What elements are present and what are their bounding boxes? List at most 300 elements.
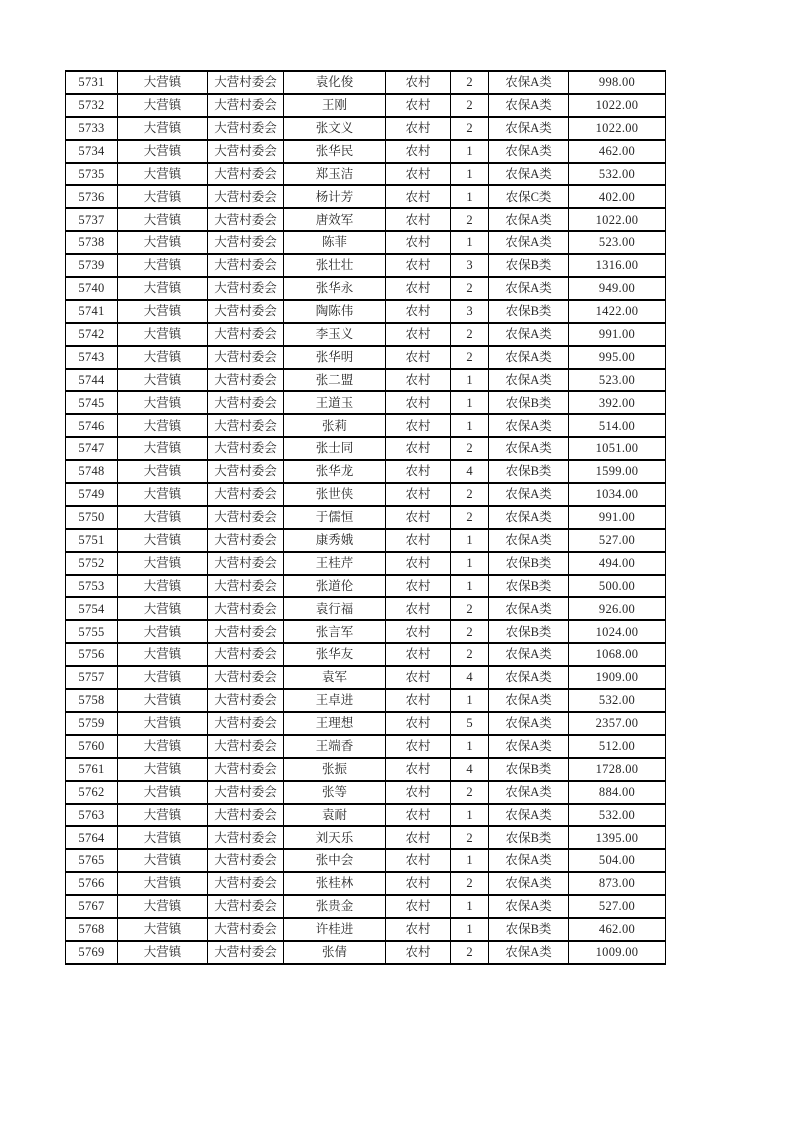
cell-person-count: 1	[451, 552, 489, 575]
cell-name: 王桂芹	[284, 552, 386, 575]
table-row	[66, 597, 666, 620]
cell-household-type: 农村	[386, 300, 451, 323]
cell-insurance-category: 农保A类	[489, 849, 569, 872]
cell-town: 大营镇	[118, 826, 208, 849]
cell-village-committee: 大营村委会	[208, 437, 284, 460]
cell-household-type: 农村	[386, 185, 451, 208]
cell-village-committee: 大营村委会	[208, 414, 284, 437]
cell-person-count: 2	[451, 71, 489, 94]
cell-town: 大营镇	[118, 231, 208, 254]
cell-insurance-category: 农保A类	[489, 872, 569, 895]
cell-insurance-category: 农保A类	[489, 71, 569, 94]
cell-amount: 884.00	[569, 781, 666, 804]
cell-amount: 949.00	[569, 277, 666, 300]
cell-name: 张二盟	[284, 369, 386, 392]
cell-town: 大营镇	[118, 140, 208, 163]
cell-name: 康秀娥	[284, 529, 386, 552]
cell-person-count: 2	[451, 94, 489, 117]
cell-amount: 998.00	[569, 71, 666, 94]
cell-household-type: 农村	[386, 620, 451, 643]
table-row	[66, 254, 666, 277]
cell-person-count: 1	[451, 391, 489, 414]
table-row	[66, 483, 666, 506]
cell-amount: 1395.00	[569, 826, 666, 849]
cell-name: 张华明	[284, 346, 386, 369]
cell-town: 大营镇	[118, 552, 208, 575]
cell-serial-no: 5733	[66, 117, 118, 140]
cell-household-type: 农村	[386, 552, 451, 575]
cell-person-count: 1	[451, 575, 489, 598]
cell-serial-no: 5759	[66, 712, 118, 735]
cell-person-count: 2	[451, 323, 489, 346]
table-row	[66, 712, 666, 735]
table-row	[66, 117, 666, 140]
cell-serial-no: 5761	[66, 758, 118, 781]
cell-serial-no: 5736	[66, 185, 118, 208]
table-row	[66, 460, 666, 483]
cell-name: 唐效军	[284, 208, 386, 231]
cell-town: 大营镇	[118, 781, 208, 804]
cell-serial-no: 5744	[66, 369, 118, 392]
cell-serial-no: 5732	[66, 94, 118, 117]
cell-name: 张倩	[284, 941, 386, 964]
cell-serial-no: 5752	[66, 552, 118, 575]
cell-name: 许桂进	[284, 918, 386, 941]
cell-village-committee: 大营村委会	[208, 346, 284, 369]
cell-household-type: 农村	[386, 369, 451, 392]
cell-insurance-category: 农保A类	[489, 414, 569, 437]
cell-town: 大营镇	[118, 208, 208, 231]
cell-insurance-category: 农保B类	[489, 575, 569, 598]
cell-amount: 995.00	[569, 346, 666, 369]
cell-amount: 532.00	[569, 804, 666, 827]
cell-person-count: 4	[451, 666, 489, 689]
cell-amount: 1599.00	[569, 460, 666, 483]
cell-person-count: 1	[451, 369, 489, 392]
cell-serial-no: 5753	[66, 575, 118, 598]
cell-name: 张莉	[284, 414, 386, 437]
cell-person-count: 2	[451, 277, 489, 300]
cell-town: 大营镇	[118, 643, 208, 666]
cell-town: 大营镇	[118, 849, 208, 872]
cell-amount: 523.00	[569, 231, 666, 254]
table-row	[66, 391, 666, 414]
table-row	[66, 941, 666, 964]
cell-amount: 532.00	[569, 163, 666, 186]
cell-town: 大营镇	[118, 277, 208, 300]
cell-amount: 532.00	[569, 689, 666, 712]
cell-town: 大营镇	[118, 620, 208, 643]
cell-insurance-category: 农保A类	[489, 117, 569, 140]
cell-name: 张贵金	[284, 895, 386, 918]
cell-serial-no: 5746	[66, 414, 118, 437]
cell-insurance-category: 农保B类	[489, 826, 569, 849]
cell-person-count: 2	[451, 781, 489, 804]
cell-household-type: 农村	[386, 117, 451, 140]
cell-amount: 462.00	[569, 140, 666, 163]
cell-village-committee: 大营村委会	[208, 575, 284, 598]
cell-amount: 2357.00	[569, 712, 666, 735]
cell-town: 大营镇	[118, 391, 208, 414]
cell-household-type: 农村	[386, 140, 451, 163]
cell-village-committee: 大营村委会	[208, 277, 284, 300]
cell-amount: 1728.00	[569, 758, 666, 781]
cell-household-type: 农村	[386, 872, 451, 895]
cell-insurance-category: 农保B类	[489, 758, 569, 781]
cell-serial-no: 5766	[66, 872, 118, 895]
table-row	[66, 323, 666, 346]
cell-village-committee: 大营村委会	[208, 460, 284, 483]
cell-person-count: 5	[451, 712, 489, 735]
table-row	[66, 643, 666, 666]
table-row	[66, 231, 666, 254]
cell-serial-no: 5767	[66, 895, 118, 918]
cell-serial-no: 5768	[66, 918, 118, 941]
cell-town: 大营镇	[118, 460, 208, 483]
cell-village-committee: 大营村委会	[208, 643, 284, 666]
cell-amount: 504.00	[569, 849, 666, 872]
cell-insurance-category: 农保A类	[489, 941, 569, 964]
cell-town: 大营镇	[118, 529, 208, 552]
cell-village-committee: 大营村委会	[208, 140, 284, 163]
cell-serial-no: 5743	[66, 346, 118, 369]
cell-household-type: 农村	[386, 529, 451, 552]
cell-household-type: 农村	[386, 918, 451, 941]
cell-name: 张言军	[284, 620, 386, 643]
cell-serial-no: 5763	[66, 804, 118, 827]
cell-household-type: 农村	[386, 804, 451, 827]
cell-household-type: 农村	[386, 163, 451, 186]
cell-serial-no: 5748	[66, 460, 118, 483]
cell-insurance-category: 农保A类	[489, 346, 569, 369]
table-row	[66, 529, 666, 552]
cell-person-count: 1	[451, 140, 489, 163]
cell-insurance-category: 农保B类	[489, 300, 569, 323]
cell-amount: 523.00	[569, 369, 666, 392]
cell-name: 李玉义	[284, 323, 386, 346]
cell-name: 郑玉洁	[284, 163, 386, 186]
cell-insurance-category: 农保A类	[489, 369, 569, 392]
cell-town: 大营镇	[118, 712, 208, 735]
cell-amount: 1422.00	[569, 300, 666, 323]
cell-town: 大营镇	[118, 254, 208, 277]
cell-serial-no: 5747	[66, 437, 118, 460]
cell-village-committee: 大营村委会	[208, 781, 284, 804]
cell-village-committee: 大营村委会	[208, 941, 284, 964]
cell-amount: 1051.00	[569, 437, 666, 460]
cell-town: 大营镇	[118, 437, 208, 460]
cell-town: 大营镇	[118, 804, 208, 827]
cell-village-committee: 大营村委会	[208, 117, 284, 140]
cell-household-type: 农村	[386, 437, 451, 460]
table-row	[66, 620, 666, 643]
cell-serial-no: 5765	[66, 849, 118, 872]
cell-serial-no: 5754	[66, 597, 118, 620]
table-row	[66, 575, 666, 598]
cell-amount: 1068.00	[569, 643, 666, 666]
cell-insurance-category: 农保B类	[489, 552, 569, 575]
cell-village-committee: 大营村委会	[208, 208, 284, 231]
cell-serial-no: 5760	[66, 735, 118, 758]
cell-serial-no: 5740	[66, 277, 118, 300]
table-row	[66, 300, 666, 323]
cell-person-count: 1	[451, 163, 489, 186]
cell-village-committee: 大营村委会	[208, 849, 284, 872]
cell-serial-no: 5735	[66, 163, 118, 186]
cell-insurance-category: 农保A类	[489, 666, 569, 689]
cell-village-committee: 大营村委会	[208, 735, 284, 758]
cell-village-committee: 大营村委会	[208, 712, 284, 735]
cell-insurance-category: 农保A类	[489, 689, 569, 712]
cell-person-count: 1	[451, 804, 489, 827]
cell-town: 大营镇	[118, 506, 208, 529]
cell-village-committee: 大营村委会	[208, 71, 284, 94]
cell-amount: 991.00	[569, 323, 666, 346]
table-row	[66, 758, 666, 781]
cell-amount: 514.00	[569, 414, 666, 437]
roster-table-container	[65, 70, 666, 965]
cell-name: 王道玉	[284, 391, 386, 414]
cell-insurance-category: 农保A类	[489, 208, 569, 231]
cell-person-count: 1	[451, 231, 489, 254]
cell-name: 袁行福	[284, 597, 386, 620]
cell-household-type: 农村	[386, 71, 451, 94]
cell-household-type: 农村	[386, 414, 451, 437]
cell-name: 刘天乐	[284, 826, 386, 849]
cell-town: 大营镇	[118, 941, 208, 964]
cell-town: 大营镇	[118, 872, 208, 895]
cell-insurance-category: 农保A类	[489, 781, 569, 804]
table-row	[66, 437, 666, 460]
cell-amount: 1009.00	[569, 941, 666, 964]
cell-insurance-category: 农保A类	[489, 712, 569, 735]
cell-amount: 1316.00	[569, 254, 666, 277]
cell-village-committee: 大营村委会	[208, 895, 284, 918]
cell-insurance-category: 农保A类	[489, 323, 569, 346]
cell-serial-no: 5757	[66, 666, 118, 689]
cell-name: 张文义	[284, 117, 386, 140]
cell-amount: 991.00	[569, 506, 666, 529]
cell-household-type: 农村	[386, 826, 451, 849]
table-row	[66, 506, 666, 529]
cell-person-count: 1	[451, 918, 489, 941]
cell-insurance-category: 农保A类	[489, 277, 569, 300]
cell-name: 张世侠	[284, 483, 386, 506]
cell-village-committee: 大营村委会	[208, 231, 284, 254]
cell-person-count: 2	[451, 826, 489, 849]
cell-town: 大营镇	[118, 414, 208, 437]
cell-village-committee: 大营村委会	[208, 689, 284, 712]
cell-village-committee: 大营村委会	[208, 529, 284, 552]
cell-person-count: 2	[451, 506, 489, 529]
cell-name: 张华友	[284, 643, 386, 666]
table-row	[66, 781, 666, 804]
table-row	[66, 689, 666, 712]
cell-town: 大营镇	[118, 666, 208, 689]
cell-serial-no: 5738	[66, 231, 118, 254]
cell-insurance-category: 农保A类	[489, 643, 569, 666]
cell-name: 袁耐	[284, 804, 386, 827]
cell-household-type: 农村	[386, 895, 451, 918]
table-row	[66, 140, 666, 163]
cell-village-committee: 大营村委会	[208, 391, 284, 414]
cell-person-count: 3	[451, 254, 489, 277]
cell-amount: 494.00	[569, 552, 666, 575]
cell-person-count: 2	[451, 620, 489, 643]
cell-name: 陈菲	[284, 231, 386, 254]
table-row	[66, 849, 666, 872]
cell-village-committee: 大营村委会	[208, 300, 284, 323]
cell-village-committee: 大营村委会	[208, 552, 284, 575]
cell-serial-no: 5737	[66, 208, 118, 231]
cell-village-committee: 大营村委会	[208, 826, 284, 849]
cell-serial-no: 5758	[66, 689, 118, 712]
cell-household-type: 农村	[386, 391, 451, 414]
cell-name: 王理想	[284, 712, 386, 735]
cell-insurance-category: 农保A类	[489, 94, 569, 117]
cell-village-committee: 大营村委会	[208, 94, 284, 117]
cell-insurance-category: 农保A类	[489, 895, 569, 918]
cell-person-count: 4	[451, 758, 489, 781]
cell-village-committee: 大营村委会	[208, 483, 284, 506]
cell-household-type: 农村	[386, 254, 451, 277]
cell-person-count: 2	[451, 117, 489, 140]
table-row	[66, 414, 666, 437]
cell-name: 张等	[284, 781, 386, 804]
roster-table-body	[66, 71, 666, 964]
cell-person-count: 2	[451, 483, 489, 506]
cell-name: 于儒恒	[284, 506, 386, 529]
cell-household-type: 农村	[386, 689, 451, 712]
cell-village-committee: 大营村委会	[208, 918, 284, 941]
cell-town: 大营镇	[118, 758, 208, 781]
cell-serial-no: 5742	[66, 323, 118, 346]
cell-name: 王刚	[284, 94, 386, 117]
cell-village-committee: 大营村委会	[208, 758, 284, 781]
table-row	[66, 552, 666, 575]
cell-name: 张振	[284, 758, 386, 781]
cell-town: 大营镇	[118, 735, 208, 758]
cell-household-type: 农村	[386, 575, 451, 598]
cell-household-type: 农村	[386, 277, 451, 300]
cell-town: 大营镇	[118, 346, 208, 369]
cell-person-count: 1	[451, 735, 489, 758]
cell-town: 大营镇	[118, 689, 208, 712]
cell-serial-no: 5745	[66, 391, 118, 414]
cell-name: 王端香	[284, 735, 386, 758]
pension-roster-table	[65, 70, 666, 965]
cell-name: 袁军	[284, 666, 386, 689]
table-row	[66, 735, 666, 758]
cell-name: 张华永	[284, 277, 386, 300]
cell-town: 大营镇	[118, 117, 208, 140]
cell-person-count: 1	[451, 689, 489, 712]
cell-insurance-category: 农保B类	[489, 391, 569, 414]
table-row	[66, 804, 666, 827]
cell-household-type: 农村	[386, 346, 451, 369]
cell-insurance-category: 农保A类	[489, 437, 569, 460]
cell-name: 张士同	[284, 437, 386, 460]
cell-amount: 402.00	[569, 185, 666, 208]
cell-town: 大营镇	[118, 185, 208, 208]
cell-town: 大营镇	[118, 483, 208, 506]
cell-person-count: 1	[451, 529, 489, 552]
cell-serial-no: 5734	[66, 140, 118, 163]
cell-household-type: 农村	[386, 506, 451, 529]
cell-insurance-category: 农保B类	[489, 254, 569, 277]
cell-insurance-category: 农保A类	[489, 597, 569, 620]
cell-household-type: 农村	[386, 483, 451, 506]
cell-person-count: 2	[451, 872, 489, 895]
cell-household-type: 农村	[386, 758, 451, 781]
cell-serial-no: 5764	[66, 826, 118, 849]
cell-household-type: 农村	[386, 941, 451, 964]
table-row	[66, 94, 666, 117]
cell-household-type: 农村	[386, 597, 451, 620]
cell-serial-no: 5731	[66, 71, 118, 94]
cell-town: 大营镇	[118, 597, 208, 620]
cell-amount: 926.00	[569, 597, 666, 620]
cell-serial-no: 5741	[66, 300, 118, 323]
cell-amount: 462.00	[569, 918, 666, 941]
cell-insurance-category: 农保C类	[489, 185, 569, 208]
cell-insurance-category: 农保B类	[489, 918, 569, 941]
cell-name: 张华民	[284, 140, 386, 163]
cell-serial-no: 5756	[66, 643, 118, 666]
cell-name: 张中会	[284, 849, 386, 872]
cell-serial-no: 5751	[66, 529, 118, 552]
cell-village-committee: 大营村委会	[208, 254, 284, 277]
cell-town: 大营镇	[118, 94, 208, 117]
cell-person-count: 1	[451, 895, 489, 918]
cell-insurance-category: 农保A类	[489, 483, 569, 506]
cell-village-committee: 大营村委会	[208, 872, 284, 895]
cell-name: 张壮壮	[284, 254, 386, 277]
cell-insurance-category: 农保A类	[489, 804, 569, 827]
cell-serial-no: 5739	[66, 254, 118, 277]
cell-serial-no: 5762	[66, 781, 118, 804]
cell-household-type: 农村	[386, 849, 451, 872]
cell-town: 大营镇	[118, 575, 208, 598]
table-row	[66, 163, 666, 186]
cell-insurance-category: 农保A类	[489, 529, 569, 552]
cell-town: 大营镇	[118, 369, 208, 392]
cell-amount: 1022.00	[569, 94, 666, 117]
cell-amount: 527.00	[569, 529, 666, 552]
cell-town: 大营镇	[118, 300, 208, 323]
cell-household-type: 农村	[386, 712, 451, 735]
table-row	[66, 918, 666, 941]
cell-insurance-category: 农保A类	[489, 163, 569, 186]
cell-name: 张桂林	[284, 872, 386, 895]
table-row	[66, 369, 666, 392]
cell-amount: 1034.00	[569, 483, 666, 506]
cell-village-committee: 大营村委会	[208, 620, 284, 643]
cell-household-type: 农村	[386, 781, 451, 804]
cell-amount: 500.00	[569, 575, 666, 598]
cell-name: 陶陈伟	[284, 300, 386, 323]
cell-village-committee: 大营村委会	[208, 804, 284, 827]
cell-person-count: 2	[451, 597, 489, 620]
table-row	[66, 666, 666, 689]
cell-serial-no: 5750	[66, 506, 118, 529]
cell-person-count: 3	[451, 300, 489, 323]
cell-serial-no: 5755	[66, 620, 118, 643]
cell-insurance-category: 农保A类	[489, 735, 569, 758]
cell-town: 大营镇	[118, 895, 208, 918]
table-row	[66, 826, 666, 849]
cell-name: 杨计芳	[284, 185, 386, 208]
